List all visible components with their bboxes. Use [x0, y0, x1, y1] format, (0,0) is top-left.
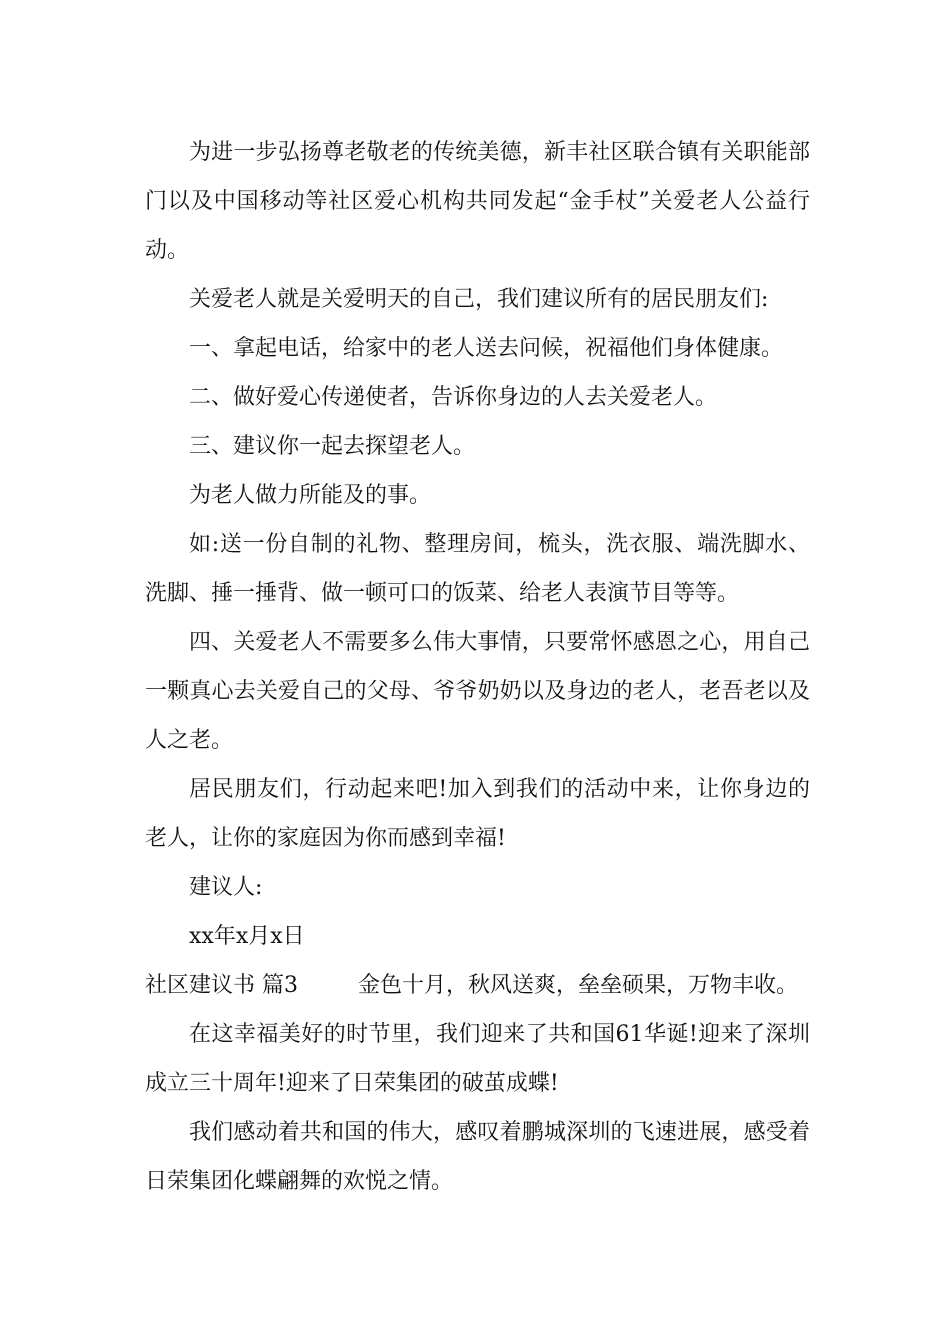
paragraph-help-elders: 为老人做力所能及的事。	[189, 483, 432, 508]
paragraph-celebration: 在这幸福美好的时节里，我们迎来了共和国61华诞!迎来了深圳成立三十周年!迎来了日荣集团的破茧成蝶!	[145, 1022, 810, 1096]
paragraph-gratitude: 我们感动着共和国的伟大，感叹着鹏城深圳的飞速进展，感受着日荣集团化蝶翩舞的欢悦之情。	[145, 1120, 810, 1194]
paragraph-examples: 如:送一份自制的礼物、整理房间，梳头，洗衣服、端洗脚水、洗脚、捶一捶背、做一顿可口的饭菜、给老人表演节目等等。	[145, 532, 810, 606]
document-body	[145, 128, 810, 1206]
paragraph-item-2: 二、做好爱心传递使者，告诉你身边的人去关爱老人。	[189, 385, 718, 410]
paragraph-item-3: 三、建议你一起去探望老人。	[189, 434, 476, 459]
section-first-line: 金色十月，秋风送爽，垒垒硕果，万物丰收。	[358, 973, 799, 998]
signature-date: xx年x月x日	[189, 924, 305, 949]
paragraph-item-4: 四、关爱老人不需要多么伟大事情，只要常怀感恩之心，用自己一颗真心去关爱自己的父母、爷爷奶奶以及身边的老人，老吾老以及人之老。	[145, 630, 810, 753]
signature-label: 建议人:	[189, 875, 263, 900]
section-heading: 社区建议书 篇3	[145, 973, 298, 998]
paragraph-item-1: 一、拿起电话，给家中的老人送去问候，祝福他们身体健康。	[189, 336, 784, 361]
paragraph-intro: 为进一步弘扬尊老敬老的传统美德，新丰社区联合镇有关职能部门以及中国移动等社区爱心机构共同发起“金手杖”关爱老人公益行动。	[145, 140, 810, 263]
paragraph-call-to-action: 居民朋友们，行动起来吧!加入到我们的活动中来，让你身边的老人，让你的家庭因为你而感到幸福!	[145, 777, 810, 851]
section-heading-line	[145, 961, 810, 1010]
paragraph-appeal: 关爱老人就是关爱明天的自己，我们建议所有的居民朋友们:	[189, 287, 769, 312]
